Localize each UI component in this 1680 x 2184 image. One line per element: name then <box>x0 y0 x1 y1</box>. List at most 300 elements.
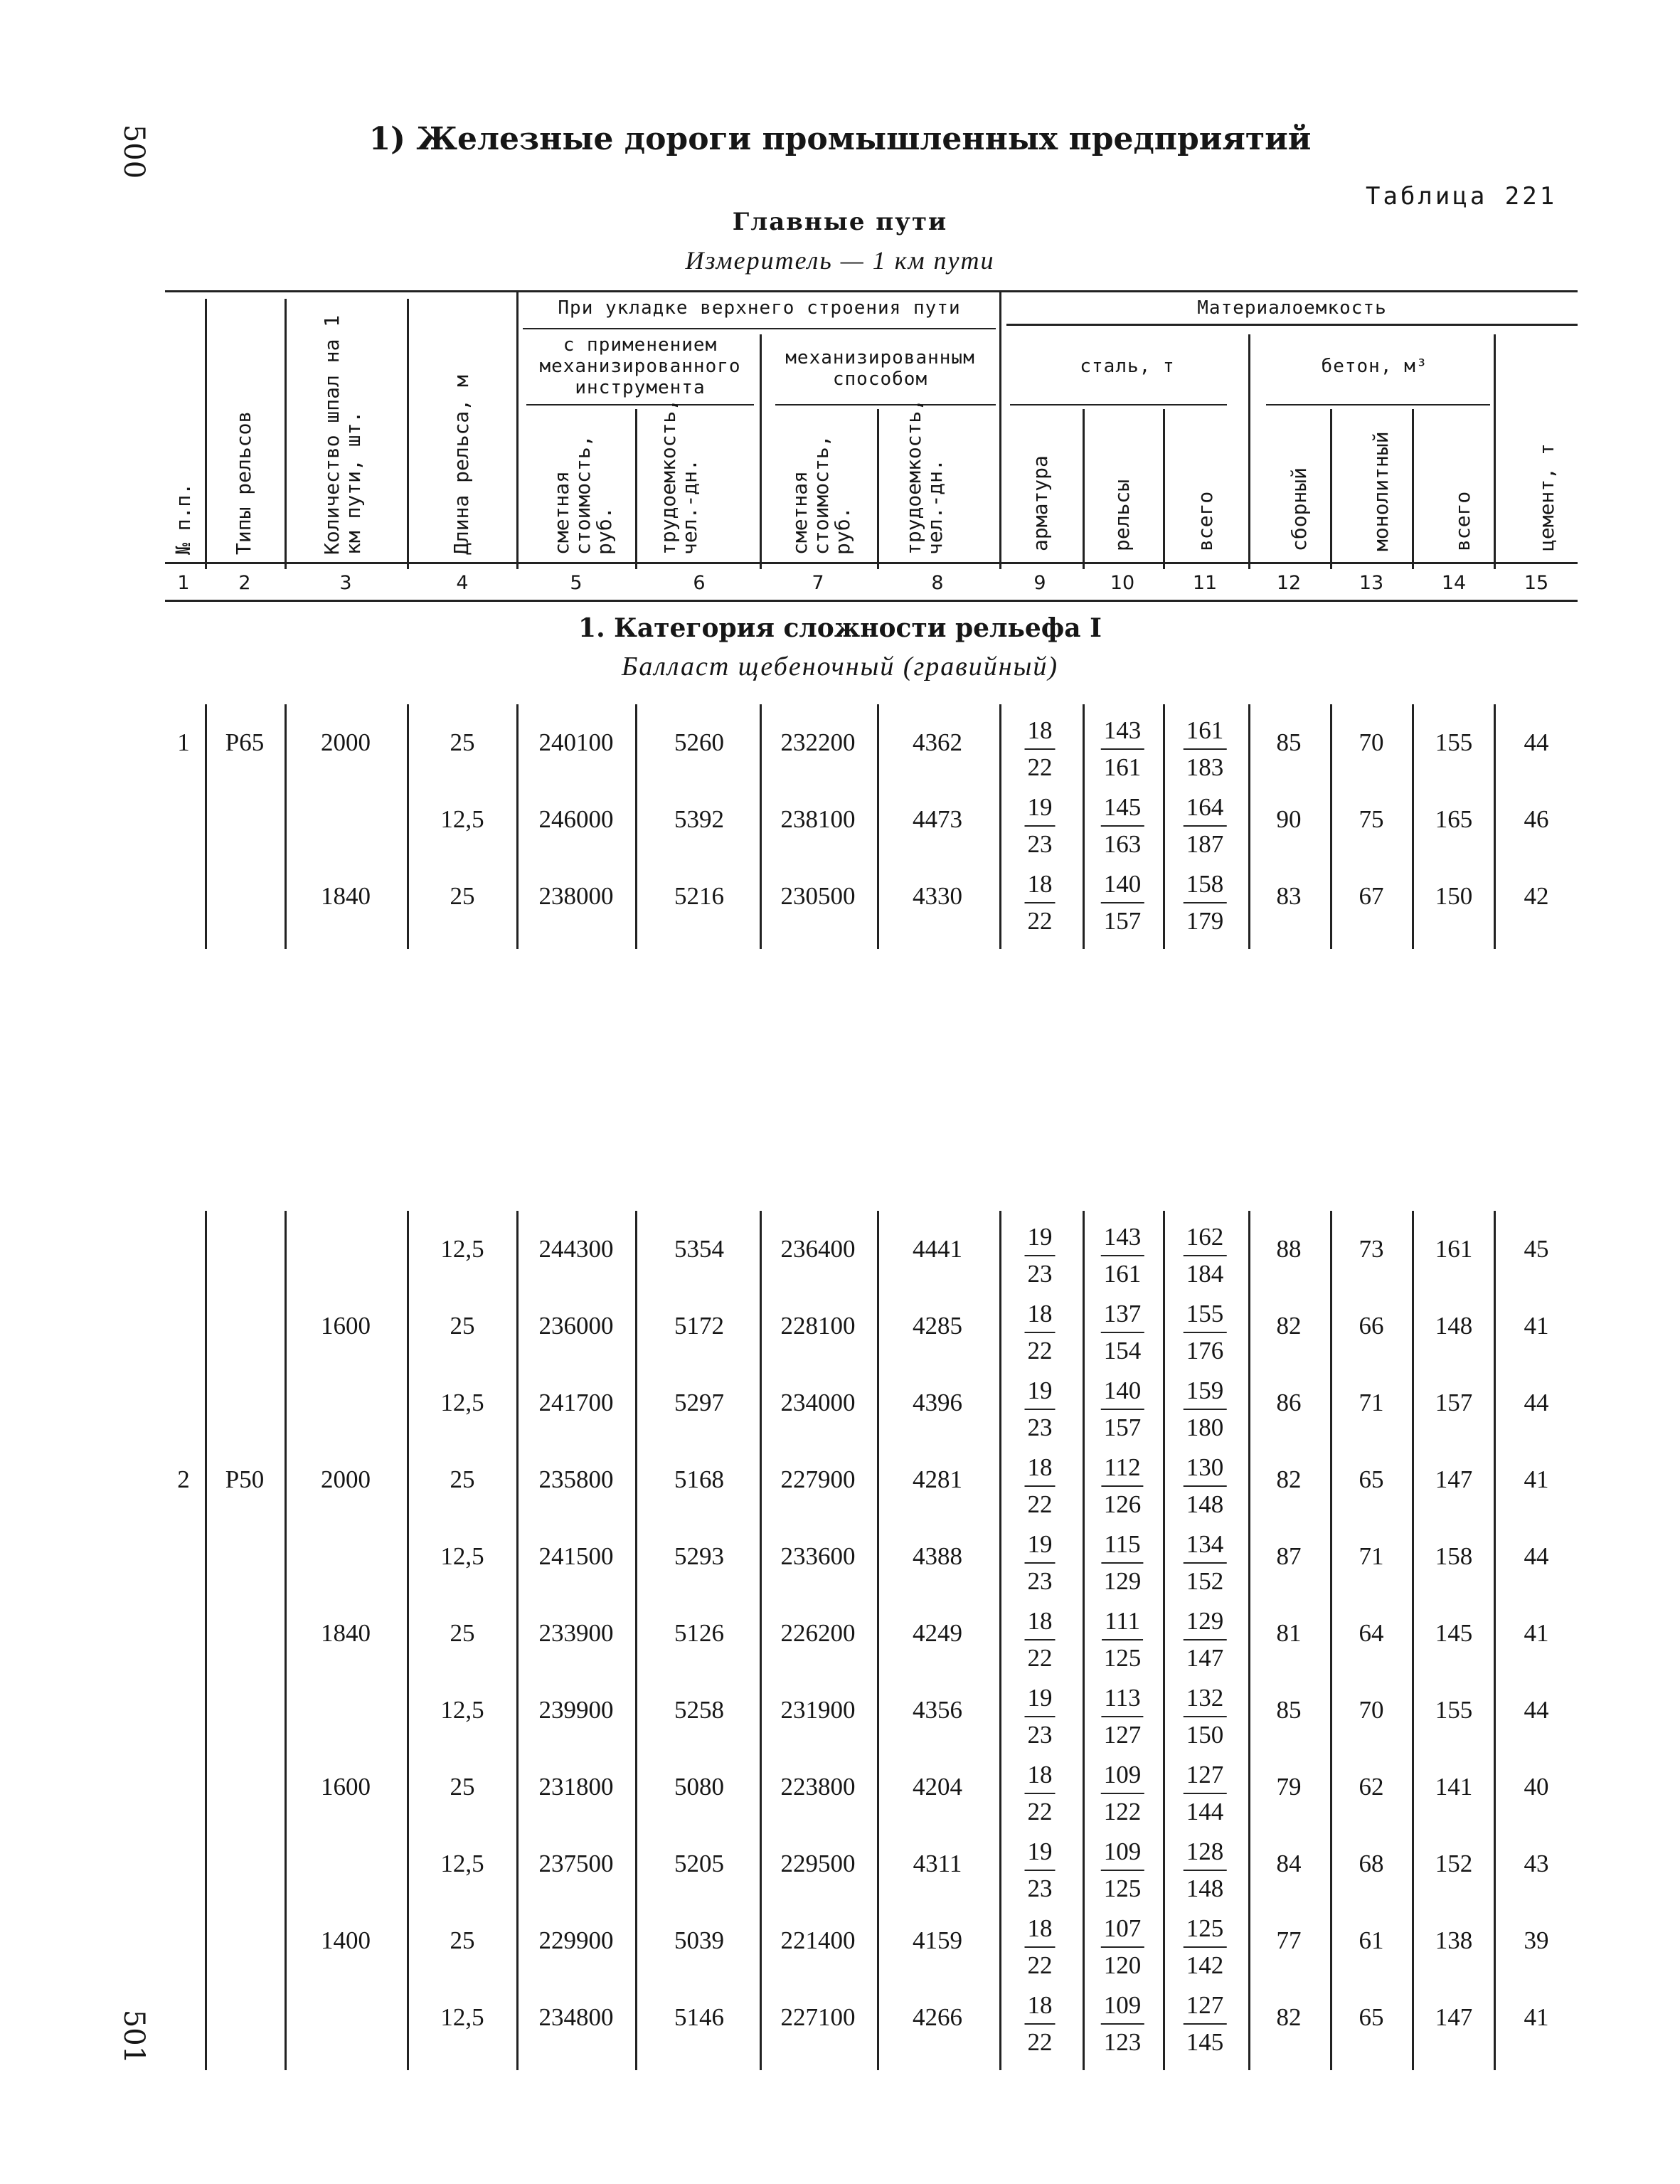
cell-c13: 73 <box>1359 1235 1384 1263</box>
fraction-denominator: 122 <box>1103 1798 1142 1825</box>
cell-sleepers: 1400 <box>321 1926 371 1954</box>
cell-c13: 65 <box>1359 2003 1384 2031</box>
cell-no: 1 <box>177 728 190 756</box>
cell-cost1: 231800 <box>538 1773 614 1801</box>
cell-c13: 70 <box>1359 1696 1384 1724</box>
cell-rails-fraction <box>1101 866 1144 939</box>
cell-len: 25 <box>450 1773 475 1801</box>
cell-c12: 79 <box>1276 1773 1302 1801</box>
col-header-11: всего <box>1193 491 1217 551</box>
cell-c15: 41 <box>1524 2003 1549 2031</box>
cell-total-fraction <box>1184 790 1227 862</box>
fraction-numerator: 19 <box>1025 1527 1056 1564</box>
group-mech-tool-header: с применением механизированного инструмента <box>539 334 741 398</box>
cell-labor1: 5080 <box>674 1773 724 1801</box>
cell-c14: 138 <box>1435 1926 1473 1954</box>
cell-len: 12,5 <box>440 1850 484 1877</box>
fraction-numerator: 128 <box>1184 1834 1227 1871</box>
cell-total-fraction <box>1184 1988 1227 2060</box>
col-header-3: Количество шпал на 1 км пути, шт. <box>320 314 365 555</box>
col-header-9: арматура <box>1028 455 1052 551</box>
cell-c12: 82 <box>1276 2003 1302 2031</box>
cell-c12: 83 <box>1276 882 1302 910</box>
column-number: 7 <box>812 572 824 594</box>
section-title: 1) Железные дороги промышленных предприятий <box>368 121 1312 157</box>
cell-rails-fraction <box>1101 1834 1144 1907</box>
fraction-numerator: 137 <box>1101 1296 1144 1333</box>
column-number: 8 <box>931 572 944 594</box>
fraction-denominator: 22 <box>1027 1798 1053 1825</box>
cell-c15: 41 <box>1524 1465 1549 1493</box>
cell-rails-fraction <box>1101 1219 1144 1292</box>
cell-arm-fraction <box>1025 1834 1056 1907</box>
cell-c12: 86 <box>1276 1389 1302 1416</box>
table-subtitle: Главные пути <box>732 208 948 236</box>
cell-c14: 148 <box>1435 1312 1473 1340</box>
cell-c13: 75 <box>1359 805 1384 833</box>
cell-labor2: 4266 <box>913 2003 962 2031</box>
cell-cost2: 227900 <box>780 1465 856 1493</box>
fraction-numerator: 111 <box>1102 1603 1143 1640</box>
cell-arm-fraction <box>1025 1296 1056 1369</box>
fraction-denominator: 144 <box>1186 1798 1224 1825</box>
cell-total-fraction <box>1184 1603 1227 1676</box>
cell-cost1: 241700 <box>538 1389 614 1416</box>
col-header-8: трудоемкость, чел.-дн. <box>902 398 947 555</box>
column-number: 10 <box>1110 572 1135 594</box>
fraction-denominator: 129 <box>1103 1567 1142 1595</box>
cell-labor2: 4362 <box>913 728 962 756</box>
cell-len: 12,5 <box>440 805 484 833</box>
fraction-numerator: 18 <box>1025 1296 1056 1333</box>
cell-labor1: 5039 <box>674 1926 724 1954</box>
fraction-denominator: 22 <box>1027 1337 1053 1364</box>
fraction-denominator: 163 <box>1103 830 1142 858</box>
cell-labor2: 4204 <box>913 1773 962 1801</box>
cell-arm-fraction <box>1025 1219 1056 1292</box>
fraction-denominator: 184 <box>1186 1260 1224 1288</box>
fraction-denominator: 180 <box>1186 1414 1224 1441</box>
cell-arm-fraction <box>1025 1680 1056 1753</box>
fraction-numerator: 19 <box>1025 1219 1056 1256</box>
fraction-denominator: 22 <box>1027 1490 1053 1518</box>
cell-c15: 44 <box>1524 728 1549 756</box>
column-number: 14 <box>1441 572 1467 594</box>
cell-cost1: 234800 <box>538 2003 614 2031</box>
cell-labor2: 4330 <box>913 882 962 910</box>
cell-cost1: 236000 <box>538 1312 614 1340</box>
cell-labor2: 4159 <box>913 1926 962 1954</box>
cell-len: 25 <box>450 728 475 756</box>
fraction-denominator: 150 <box>1186 1721 1224 1749</box>
cell-cost2: 226200 <box>780 1619 856 1647</box>
fraction-numerator: 18 <box>1025 1603 1056 1640</box>
fraction-numerator: 18 <box>1025 713 1056 750</box>
fraction-numerator: 145 <box>1101 790 1144 827</box>
col-header-4: Длина рельса, м <box>450 375 473 555</box>
cell-labor2: 4441 <box>913 1235 962 1263</box>
fraction-numerator: 125 <box>1184 1911 1227 1948</box>
cell-labor1: 5146 <box>674 2003 724 2031</box>
cell-c14: 157 <box>1435 1389 1473 1416</box>
col-header-1: № п.п. <box>171 482 195 555</box>
cell-cost1: 229900 <box>538 1926 614 1954</box>
cell-len: 12,5 <box>440 1389 484 1416</box>
cell-c12: 87 <box>1276 1542 1302 1570</box>
fraction-denominator: 22 <box>1027 907 1053 935</box>
fraction-numerator: 164 <box>1184 790 1227 827</box>
fraction-denominator: 154 <box>1103 1337 1142 1364</box>
cell-labor2: 4285 <box>913 1312 962 1340</box>
fraction-denominator: 125 <box>1103 1644 1142 1672</box>
column-number: 4 <box>456 572 469 594</box>
fraction-denominator: 22 <box>1027 1951 1053 1979</box>
cell-cost2: 229500 <box>780 1850 856 1877</box>
cell-c13: 66 <box>1359 1312 1384 1340</box>
cell-c12: 85 <box>1276 728 1302 756</box>
fraction-denominator: 161 <box>1103 753 1142 781</box>
cell-cost2: 236400 <box>780 1235 856 1263</box>
column-number: 6 <box>693 572 706 594</box>
fraction-numerator: 158 <box>1184 866 1227 903</box>
column-number: 15 <box>1524 572 1549 594</box>
column-number: 13 <box>1359 572 1384 594</box>
cell-len: 12,5 <box>440 1235 484 1263</box>
cell-cost2: 232200 <box>780 728 856 756</box>
cell-sleepers: 2000 <box>321 728 371 756</box>
cell-labor1: 5392 <box>674 805 724 833</box>
cell-labor2: 4396 <box>913 1389 962 1416</box>
cell-labor1: 5297 <box>674 1389 724 1416</box>
cell-arm-fraction <box>1025 1373 1056 1446</box>
cell-len: 12,5 <box>440 2003 484 2031</box>
cell-c15: 42 <box>1524 882 1549 910</box>
cell-rails-fraction <box>1101 713 1144 785</box>
fraction-numerator: 113 <box>1101 1680 1143 1717</box>
column-number: 9 <box>1033 572 1046 594</box>
cell-cost2: 238100 <box>780 805 856 833</box>
cell-arm-fraction <box>1025 1988 1056 2060</box>
cell-c14: 152 <box>1435 1850 1473 1877</box>
cell-len: 25 <box>450 1312 475 1340</box>
cell-c14: 161 <box>1435 1235 1473 1263</box>
fraction-denominator: 142 <box>1186 1951 1224 1979</box>
cell-arm-fraction <box>1025 866 1056 939</box>
cell-cost2: 228100 <box>780 1312 856 1340</box>
fraction-numerator: 109 <box>1101 1988 1144 2025</box>
cell-c15: 46 <box>1524 805 1549 833</box>
col-header-6: трудоемкость, чел.-дн. <box>656 398 701 555</box>
cell-cost2: 227100 <box>780 2003 856 2031</box>
cell-c13: 65 <box>1359 1465 1384 1493</box>
fraction-denominator: 23 <box>1027 1567 1053 1595</box>
cell-c14: 155 <box>1435 1696 1473 1724</box>
cell-rails-fraction <box>1101 1296 1144 1369</box>
fraction-denominator: 123 <box>1103 2028 1142 2056</box>
cell-labor2: 4281 <box>913 1465 962 1493</box>
cell-arm-fraction <box>1025 1911 1056 1983</box>
fraction-denominator: 23 <box>1027 1414 1053 1441</box>
cell-labor2: 4311 <box>913 1850 962 1877</box>
column-number: 5 <box>570 572 583 594</box>
cell-arm-fraction <box>1025 790 1056 862</box>
cell-c14: 147 <box>1435 1465 1473 1493</box>
cell-total-fraction <box>1184 713 1227 785</box>
cell-arm-fraction <box>1025 1603 1056 1676</box>
cell-c15: 41 <box>1524 1312 1549 1340</box>
cell-sleepers: 1840 <box>321 882 371 910</box>
cell-rails-fraction <box>1101 790 1144 862</box>
fraction-numerator: 140 <box>1101 866 1144 903</box>
ballast-title: Балласт щебеночный (гравийный) <box>621 652 1059 682</box>
cell-labor2: 4388 <box>913 1542 962 1570</box>
cell-labor2: 4473 <box>913 805 962 833</box>
fraction-denominator: 147 <box>1186 1644 1224 1672</box>
column-number: 2 <box>238 572 251 594</box>
fraction-denominator: 23 <box>1027 830 1053 858</box>
fraction-numerator: 112 <box>1101 1450 1143 1487</box>
fraction-denominator: 23 <box>1027 1260 1053 1288</box>
group-mech-way-header: механизированным способом <box>785 347 975 390</box>
fraction-denominator: 23 <box>1027 1875 1053 1902</box>
cell-c15: 39 <box>1524 1926 1549 1954</box>
cell-len: 25 <box>450 1619 475 1647</box>
col-header-12: сборный <box>1287 467 1311 551</box>
fraction-denominator: 148 <box>1186 1490 1224 1518</box>
fraction-numerator: 140 <box>1101 1373 1144 1410</box>
cell-labor1: 5354 <box>674 1235 724 1263</box>
cell-labor1: 5168 <box>674 1465 724 1493</box>
fraction-numerator: 18 <box>1025 1911 1056 1948</box>
cell-sleepers: 2000 <box>321 1465 371 1493</box>
fraction-numerator: 18 <box>1025 866 1056 903</box>
fraction-numerator: 129 <box>1184 1603 1227 1640</box>
fraction-numerator: 19 <box>1025 790 1056 827</box>
cell-cost1: 246000 <box>538 805 614 833</box>
cell-c13: 71 <box>1359 1389 1384 1416</box>
fraction-denominator: 22 <box>1027 2028 1053 2056</box>
table-unit: Измеритель — 1 км пути <box>685 246 995 275</box>
fraction-numerator: 161 <box>1184 713 1227 750</box>
cell-c12: 77 <box>1276 1926 1302 1954</box>
fraction-denominator: 157 <box>1103 1414 1142 1441</box>
fraction-denominator: 125 <box>1103 1875 1142 1902</box>
cell-c13: 61 <box>1359 1926 1384 1954</box>
fraction-denominator: 152 <box>1186 1567 1224 1595</box>
col-header-2: Типы рельсов <box>232 410 255 555</box>
group-install-header: При укладке верхнего строения пути <box>558 297 961 319</box>
col-header-15: цемент, т <box>1535 443 1558 551</box>
cell-c15: 44 <box>1524 1389 1549 1416</box>
cell-c12: 81 <box>1276 1619 1302 1647</box>
cell-total-fraction <box>1184 866 1227 939</box>
cell-c13: 70 <box>1359 728 1384 756</box>
cell-arm-fraction <box>1025 1757 1056 1830</box>
fraction-numerator: 155 <box>1184 1296 1227 1333</box>
cell-sleepers: 1840 <box>321 1619 371 1647</box>
fraction-numerator: 115 <box>1101 1527 1143 1564</box>
cell-c13: 68 <box>1359 1850 1384 1877</box>
cell-c14: 155 <box>1435 728 1473 756</box>
fraction-denominator: 145 <box>1186 2028 1224 2056</box>
cell-total-fraction <box>1184 1680 1227 1753</box>
cell-c14: 141 <box>1435 1773 1473 1801</box>
cell-rails-fraction <box>1102 1603 1143 1676</box>
fraction-numerator: 18 <box>1025 1450 1056 1487</box>
fraction-denominator: 161 <box>1103 1260 1142 1288</box>
col-header-10: рельсы <box>1110 479 1134 551</box>
cell-cost2: 230500 <box>780 882 856 910</box>
cell-cost1: 238000 <box>538 882 614 910</box>
cell-sleepers: 1600 <box>321 1312 371 1340</box>
page-number-bottom: 501 <box>117 2009 151 2064</box>
cell-cost2: 223800 <box>780 1773 856 1801</box>
fraction-denominator: 183 <box>1186 753 1224 781</box>
cell-c14: 165 <box>1435 805 1473 833</box>
fraction-denominator: 176 <box>1186 1337 1224 1364</box>
fraction-denominator: 22 <box>1027 753 1053 781</box>
fraction-numerator: 143 <box>1101 713 1144 750</box>
fraction-numerator: 143 <box>1101 1219 1144 1256</box>
cell-cost2: 231900 <box>780 1696 856 1724</box>
category-title: 1. Категория сложности рельефа I <box>578 613 1102 643</box>
cell-c14: 147 <box>1435 2003 1473 2031</box>
fraction-denominator: 23 <box>1027 1721 1053 1749</box>
cell-cost1: 237500 <box>538 1850 614 1877</box>
fraction-numerator: 130 <box>1184 1450 1227 1487</box>
column-number: 12 <box>1276 572 1302 594</box>
fraction-numerator: 127 <box>1184 1988 1227 2025</box>
cell-rail: Р65 <box>225 728 265 756</box>
fraction-numerator: 127 <box>1184 1757 1227 1794</box>
group-concrete-header: бетон, м³ <box>1321 356 1428 377</box>
cell-c14: 158 <box>1435 1542 1473 1570</box>
col-header-14: всего <box>1451 491 1474 551</box>
cell-c15: 43 <box>1524 1850 1549 1877</box>
fraction-denominator: 127 <box>1103 1721 1142 1749</box>
cell-cost1: 241500 <box>538 1542 614 1570</box>
cell-c14: 145 <box>1435 1619 1473 1647</box>
fraction-denominator: 179 <box>1186 907 1224 935</box>
cell-total-fraction <box>1184 1219 1227 1292</box>
cell-c12: 82 <box>1276 1312 1302 1340</box>
cell-rails-fraction <box>1101 1450 1143 1522</box>
cell-arm-fraction <box>1025 713 1056 785</box>
cell-len: 12,5 <box>440 1542 484 1570</box>
cell-c15: 44 <box>1524 1696 1549 1724</box>
cell-c12: 85 <box>1276 1696 1302 1724</box>
cell-cost2: 221400 <box>780 1926 856 1954</box>
cell-cost1: 233900 <box>538 1619 614 1647</box>
cell-len: 25 <box>450 1465 475 1493</box>
cell-total-fraction <box>1184 1834 1227 1907</box>
cell-c15: 41 <box>1524 1619 1549 1647</box>
cell-cost1: 244300 <box>538 1235 614 1263</box>
table-label: Таблица 221 <box>1366 182 1558 211</box>
col-header-13: монолитный <box>1369 431 1393 551</box>
cell-c12: 88 <box>1276 1235 1302 1263</box>
cell-cost1: 240100 <box>538 728 614 756</box>
cell-rails-fraction <box>1101 1527 1143 1599</box>
cell-rails-fraction <box>1101 1988 1144 2060</box>
cell-labor1: 5205 <box>674 1850 724 1877</box>
cell-labor2: 4356 <box>913 1696 962 1724</box>
cell-len: 12,5 <box>440 1696 484 1724</box>
cell-total-fraction <box>1184 1373 1227 1446</box>
column-number: 11 <box>1192 572 1218 594</box>
fraction-numerator: 159 <box>1184 1373 1227 1410</box>
cell-rails-fraction <box>1101 1373 1144 1446</box>
fraction-numerator: 109 <box>1101 1757 1144 1794</box>
cell-labor2: 4249 <box>913 1619 962 1647</box>
fraction-numerator: 107 <box>1101 1911 1144 1948</box>
fraction-denominator: 157 <box>1103 907 1142 935</box>
fraction-denominator: 22 <box>1027 1644 1053 1672</box>
fraction-numerator: 132 <box>1184 1680 1227 1717</box>
cell-arm-fraction <box>1025 1527 1056 1599</box>
page-number-top: 500 <box>117 124 151 179</box>
group-material-header: Материалоемкость <box>1197 297 1387 319</box>
cell-labor1: 5126 <box>674 1619 724 1647</box>
fraction-denominator: 120 <box>1103 1951 1142 1979</box>
cell-c13: 64 <box>1359 1619 1384 1647</box>
cell-c15: 40 <box>1524 1773 1549 1801</box>
cell-c12: 82 <box>1276 1465 1302 1493</box>
cell-c12: 84 <box>1276 1850 1302 1877</box>
fraction-denominator: 148 <box>1186 1875 1224 1902</box>
cell-rail: Р50 <box>225 1465 265 1493</box>
cell-c15: 44 <box>1524 1542 1549 1570</box>
cell-cost1: 235800 <box>538 1465 614 1493</box>
fraction-numerator: 19 <box>1025 1373 1056 1410</box>
col-header-5: сметная стоимость, руб. <box>550 435 616 555</box>
fraction-numerator: 18 <box>1025 1757 1056 1794</box>
cell-labor1: 5172 <box>674 1312 724 1340</box>
cell-no: 2 <box>177 1465 190 1493</box>
cell-cost2: 233600 <box>780 1542 856 1570</box>
cell-len: 25 <box>450 1926 475 1954</box>
cell-total-fraction <box>1184 1450 1227 1522</box>
fraction-numerator: 162 <box>1184 1219 1227 1256</box>
cell-cost1: 239900 <box>538 1696 614 1724</box>
cell-total-fraction <box>1184 1911 1227 1983</box>
group-steel-header: сталь, т <box>1080 356 1175 377</box>
cell-c14: 150 <box>1435 882 1473 910</box>
fraction-denominator: 126 <box>1103 1490 1142 1518</box>
fraction-numerator: 18 <box>1025 1988 1056 2025</box>
fraction-denominator: 187 <box>1186 830 1224 858</box>
cell-total-fraction <box>1184 1527 1227 1599</box>
fraction-numerator: 134 <box>1184 1527 1227 1564</box>
cell-labor1: 5216 <box>674 882 724 910</box>
cell-sleepers: 1600 <box>321 1773 371 1801</box>
column-number: 3 <box>339 572 352 594</box>
cell-rails-fraction <box>1101 1911 1144 1983</box>
cell-rails-fraction <box>1101 1680 1143 1753</box>
cell-rails-fraction <box>1101 1757 1144 1830</box>
cell-arm-fraction <box>1025 1450 1056 1522</box>
cell-c12: 90 <box>1276 805 1302 833</box>
column-number: 1 <box>177 572 190 594</box>
fraction-numerator: 109 <box>1101 1834 1144 1871</box>
cell-labor1: 5293 <box>674 1542 724 1570</box>
cell-cost2: 234000 <box>780 1389 856 1416</box>
cell-c15: 45 <box>1524 1235 1549 1263</box>
cell-len: 25 <box>450 882 475 910</box>
cell-c13: 62 <box>1359 1773 1384 1801</box>
fraction-numerator: 19 <box>1025 1834 1056 1871</box>
fraction-numerator: 19 <box>1025 1680 1056 1717</box>
